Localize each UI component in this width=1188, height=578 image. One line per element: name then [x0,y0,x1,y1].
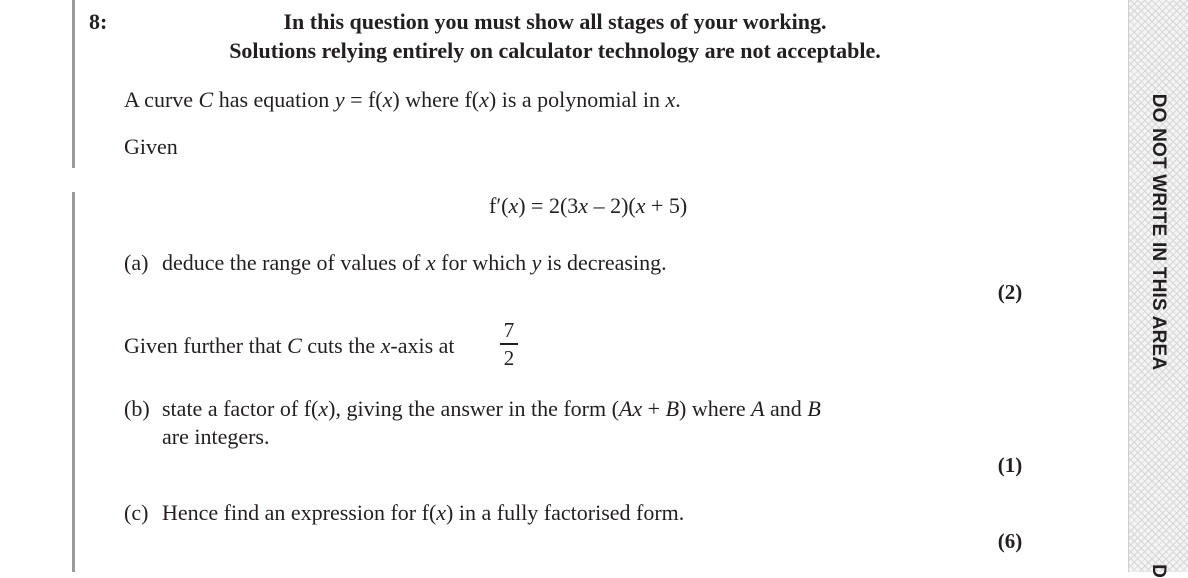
derivative-equation: f′(x) = 2(3x – 2)(x + 5) [489,193,688,218]
instruction-line-2: Solutions relying entirely on calculator technology are not acceptable. [229,38,881,63]
part-b-line-2: are integers. [162,424,270,449]
do-not-write-label: DO NOT WRITE IN THIS AREA [1148,93,1169,371]
left-margin-rule-bottom [72,192,75,572]
part-a-text: deduce the range of values of x for which y is decreasing. [162,250,667,275]
fraction-denominator: 2 [503,345,515,370]
given-label: Given [124,134,178,159]
part-b-line-1: state a factor of f(x), giving the answer in the form (Ax + B) where A and B [162,396,821,421]
do-not-write-label-next: D [1148,564,1169,578]
question-number: 8: [89,9,108,34]
fraction-seven-halves [497,318,521,370]
curve-intro: A curve C has equation y = f(x) where f(x) is a polynomial in x. [124,87,681,112]
fraction-numerator: 7 [503,318,515,342]
instruction-line-1: In this question you must show all stages of your working. [283,9,827,34]
part-b-label: (b) [124,396,150,421]
part-a-label: (a) [124,250,149,275]
part-b-marks: (1) [997,453,1023,477]
part-c-text: Hence find an expression for f(x) in a fully factorised form. [162,500,685,525]
given-further-text: Given further that C cuts the x-axis at [124,333,455,358]
part-a-marks: (2) [997,280,1023,304]
left-margin-rule-top [72,0,75,168]
part-c-marks: (6) [997,529,1023,553]
part-c-label: (c) [124,500,149,525]
fraction-bar [500,343,518,345]
